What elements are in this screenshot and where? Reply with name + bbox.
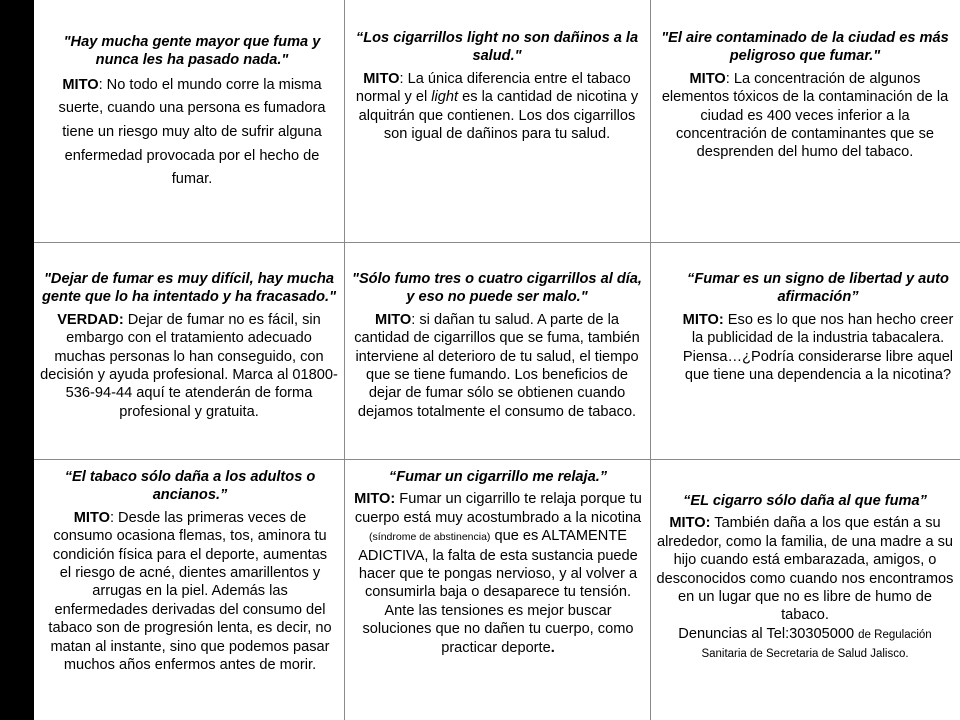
table-cell-7 bbox=[46, 468, 334, 674]
cell-text: Dejar de fumar no es fácil, sin embargo con el tratamiento adecuado muchas personas lo han conseguido, con decisión y ayuda profesional. Marca al 01800-536-94-44 aquí te atenderán de forma profesional y gratuita. bbox=[40, 311, 338, 420]
cell-body bbox=[44, 74, 340, 192]
table-cell-5 bbox=[348, 270, 646, 421]
cell-label: MITO: bbox=[669, 515, 711, 532]
cell-quote: "El aire contaminado de la ciudad es más peligroso que fumar." bbox=[661, 30, 949, 65]
column-divider bbox=[344, 0, 345, 720]
cell-quote: "Hay mucha gente mayor que fuma y nunca les ha pasado nada." bbox=[63, 34, 321, 69]
table-cell-2 bbox=[348, 29, 646, 143]
row-divider bbox=[34, 459, 960, 460]
cell-quote: “EL cigarro sólo daña al que fuma” bbox=[683, 493, 927, 509]
cell-label: MITO: bbox=[354, 491, 396, 508]
cell-body bbox=[348, 70, 646, 144]
cell-quote: "Sólo fumo tres o cuatro cigarrillos al día, y eso no puede ser malo." bbox=[352, 271, 642, 306]
cell-body bbox=[655, 70, 955, 162]
cell-label: MITO bbox=[73, 509, 110, 526]
denuncias-agency: de Regulación Sanitaria de Secretaria de Salud Jalisco. bbox=[701, 628, 932, 661]
cell-text: : si dañan tu salud. A parte de la cantidad de cigarrillos que se fuma, también interviene al deterioro de tu salud, el tiempo que se tiene fumando. Los beneficios de dejar de fumar sólo se obtienen cuando dejamos totalmente el consumo de tabaco. bbox=[354, 311, 640, 420]
cell-text: que es ALTAMENTE ADICTIVA, la falta de esta sustancia puede hacer que te pongas nervioso, y al volver a consumirla baja o desaparece tu tensión. Ante las tensiones es mejor buscar soluciones que no dañen tu cuerpo, como practicar deporte bbox=[358, 528, 638, 656]
cell-label: MITO: bbox=[682, 311, 724, 328]
denuncias-line bbox=[656, 625, 954, 664]
table-cell-8 bbox=[350, 468, 646, 657]
cell-quote: “Fumar un cigarrillo me relaja.” bbox=[388, 469, 608, 485]
column-divider bbox=[650, 0, 651, 720]
cell-body bbox=[350, 490, 646, 657]
cell-body bbox=[680, 311, 956, 385]
cell-text-end: . bbox=[550, 639, 555, 656]
table-cell-6 bbox=[680, 270, 956, 384]
cell-body bbox=[46, 509, 334, 675]
cell-text: Eso es lo que nos han hecho creer la publicidad de la industria tabacalera. Piensa…¿Podría considerarse libre aquel que tiene una dependencia a la nicotina? bbox=[682, 311, 954, 384]
left-black-bar bbox=[0, 0, 32, 720]
cell-label: VERDAD: bbox=[57, 311, 124, 328]
cell-text: : No todo el mundo corre la misma suerte, cuando una persona es fumadora tiene un riesgo muy alto de sufrir alguna enfermedad provocada por el hecho de fumar. bbox=[58, 76, 326, 188]
cell-body bbox=[40, 311, 338, 421]
row-divider bbox=[34, 242, 960, 243]
cell-text-small: (síndrome de abstinencia) bbox=[369, 531, 491, 544]
table-cell-9 bbox=[656, 492, 954, 664]
table-cell-3 bbox=[655, 29, 955, 162]
table-cell-1 bbox=[44, 33, 340, 192]
cell-text: : La concentración de algunos elementos tóxicos de la contaminación de la ciudad es 400 veces inferior a la concentración de contaminantes que se desprenden del humo del tabaco. bbox=[661, 70, 949, 161]
cell-label: MITO bbox=[62, 76, 99, 93]
cell-label: MITO bbox=[363, 70, 400, 87]
cell-text: También daña a los que están a su alrededor, como la familia, de una madre a su hijo cuando está embarazada, amigos, o desconocidos como cuando nos encontramos en un lugar que no es libre de humo de tabaco. bbox=[656, 515, 954, 624]
cell-text-italic: light bbox=[431, 89, 459, 106]
cell-label: MITO bbox=[375, 311, 412, 328]
cell-quote: “Los cigarrillos light no son dañinos a la salud." bbox=[355, 30, 639, 65]
cell-quote: "Dejar de fumar es muy difícil, hay mucha gente que lo ha intentado y ha fracasado." bbox=[42, 271, 336, 306]
cell-quote: “El tabaco sólo daña a los adultos o ancianos.” bbox=[64, 469, 316, 504]
cell-label: MITO bbox=[689, 70, 726, 87]
denuncias-phone: Denuncias al Tel:30305000 bbox=[678, 625, 859, 642]
cell-text: : La única diferencia entre el tabaco normal y el bbox=[355, 70, 631, 106]
cell-text: : Desde las primeras veces de consumo ocasiona flemas, tos, aminora tu condición física para el deporte, aumentas el riesgo de acné, dientes amarillentos y arrugas en la piel. Además las enfermedades derivadas del consumo del tabaco son de progresión lenta, es decir, no matan al instante, sino que podemos pasar muchos años enfermos antes de morir. bbox=[48, 509, 332, 674]
cell-text: Fumar un cigarrillo te relaja porque tu cuerpo está muy acostumbrado a la nicotina bbox=[354, 491, 642, 526]
cell-text: es la cantidad de nicotina y alquitrán que contienen. Los dos cigarrillos son igual de dañinos para tu salud. bbox=[358, 89, 639, 143]
cell-body bbox=[656, 514, 954, 624]
cell-quote: “Fumar es un signo de libertad y auto afirmación” bbox=[687, 271, 949, 306]
cell-body bbox=[348, 311, 646, 421]
table-cell-4 bbox=[40, 270, 338, 421]
